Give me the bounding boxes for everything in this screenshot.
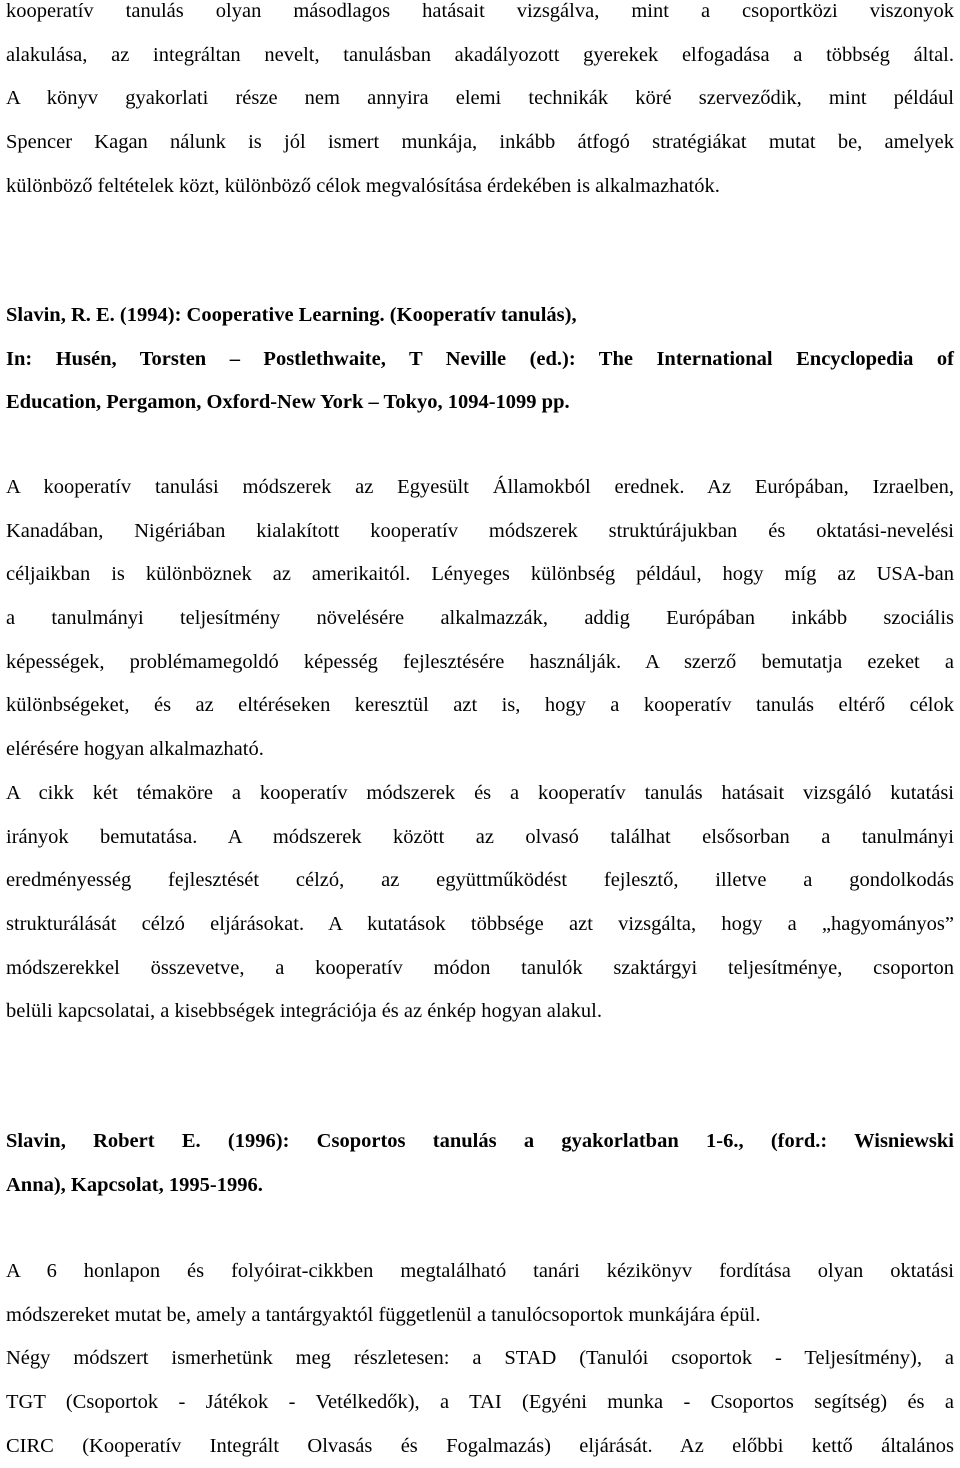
text-line: A könyv gyakorlati része nem annyira elemi technikák köré szerveződik, mint például bbox=[6, 87, 954, 110]
text-line: képességek, problémamegoldó képesség fejlesztésére használják. A szerző bemutatja ezeket a bbox=[6, 650, 954, 673]
reference-line: Slavin, R. E. (1994): Cooperative Learning. (Kooperatív tanulás), bbox=[6, 304, 577, 326]
text-line: strukturálását célzó eljárásokat. A kutatások többsége azt vizsgálta, hogy a „hagyományos” bbox=[6, 912, 954, 935]
reference-line: Anna), Kapcsolat, 1995-1996. bbox=[6, 1173, 263, 1196]
text-line: A cikk két témaköre a kooperatív módszerek és a kooperatív tanulás hatásait vizsgáló kutatási bbox=[6, 781, 954, 804]
reference-line: Education, Pergamon, Oxford-New York – Tokyo, 1094-1099 pp. bbox=[6, 391, 570, 414]
text-line: céljaikban is különböznek az amerikaitól. Lényeges különbség például, hogy míg az USA-ban bbox=[6, 563, 954, 586]
text-line: módszereket mutat be, amely a tantárgyaktól függetlenül a tanulócsoportok munkájára épül. bbox=[6, 1303, 761, 1326]
text-line: irányok bemutatása. A módszerek között az olvasó találhat elsősorban a tanulmányi bbox=[6, 825, 954, 848]
text-line: A 6 honlapon és folyóirat-cikkben megtalálható tanári kézikönyv fordítása olyan oktatási bbox=[6, 1260, 954, 1282]
text-line: A kooperatív tanulási módszerek az Egyesült Államokból erednek. Az Európában, Izraelben, bbox=[6, 476, 954, 498]
text-line: Spencer Kagan nálunk is jól ismert munkája, inkább átfogó stratégiákat mutat be, amelyek bbox=[6, 131, 954, 154]
text-line: belüli kapcsolatai, a kisebbségek integrációja és az énkép hogyan alakul. bbox=[6, 1000, 602, 1023]
intro-paragraph bbox=[6, 0, 954, 208]
text-line: módszerekkel összevetve, a kooperatív módon tanulók szaktárgyi teljesítménye, csoporton bbox=[6, 956, 954, 979]
text-line: Kanadában, Nigériában kialakított kooperatív módszerek struktúrájukban és oktatási-nevelési bbox=[6, 519, 954, 542]
text-line: Négy módszert ismerhetünk meg részletesen: a STAD (Tanulói csoportok - Teljesítmény), a bbox=[6, 1347, 954, 1370]
text-line: a tanulmányi teljesítmény növelésére alkalmazzák, addig Európában inkább szociális bbox=[6, 607, 954, 630]
reference-slavin-1996 bbox=[6, 1120, 954, 1207]
reference-slavin-1994 bbox=[6, 294, 954, 425]
reference-line: In: Husén, Torsten – Postlethwaite, T Neville (ed.): The International Encyclopedia of bbox=[6, 347, 954, 370]
summary-1994-paragraph bbox=[6, 466, 954, 1034]
text-line: elérésére hogyan alkalmazható. bbox=[6, 738, 264, 761]
text-line: különböző feltételek közt, különböző célok megvalósítása érdekében is alkalmazhatók. bbox=[6, 174, 720, 197]
summary-1996-paragraph bbox=[6, 1250, 954, 1468]
text-line: eredményesség fejlesztését célzó, az együttműködést fejlesztő, illetve a gondolkodás bbox=[6, 869, 954, 892]
text-line: CIRC (Kooperatív Integrált Olvasás és Fogalmazás) eljárását. Az előbbi kettő általános bbox=[6, 1434, 954, 1457]
text-line: kooperatív tanulás olyan másodlagos hatásait vizsgálva, mint a csoportközi viszonyok bbox=[6, 0, 954, 22]
reference-line: Slavin, Robert E. (1996): Csoportos tanulás a gyakorlatban 1-6., (ford.: Wisniewski bbox=[6, 1130, 954, 1152]
text-line: különbségeket, és az eltéréseken keresztül azt is, hogy a kooperatív tanulás eltérő célok bbox=[6, 694, 954, 717]
text-line: alakulása, az integráltan nevelt, tanulásban akadályozott gyerekek elfogadása a többség által. bbox=[6, 43, 954, 66]
text-line: TGT (Csoportok - Játékok - Vetélkedők), a TAI (Egyéni munka - Csoportos segítség) és a bbox=[6, 1391, 954, 1414]
